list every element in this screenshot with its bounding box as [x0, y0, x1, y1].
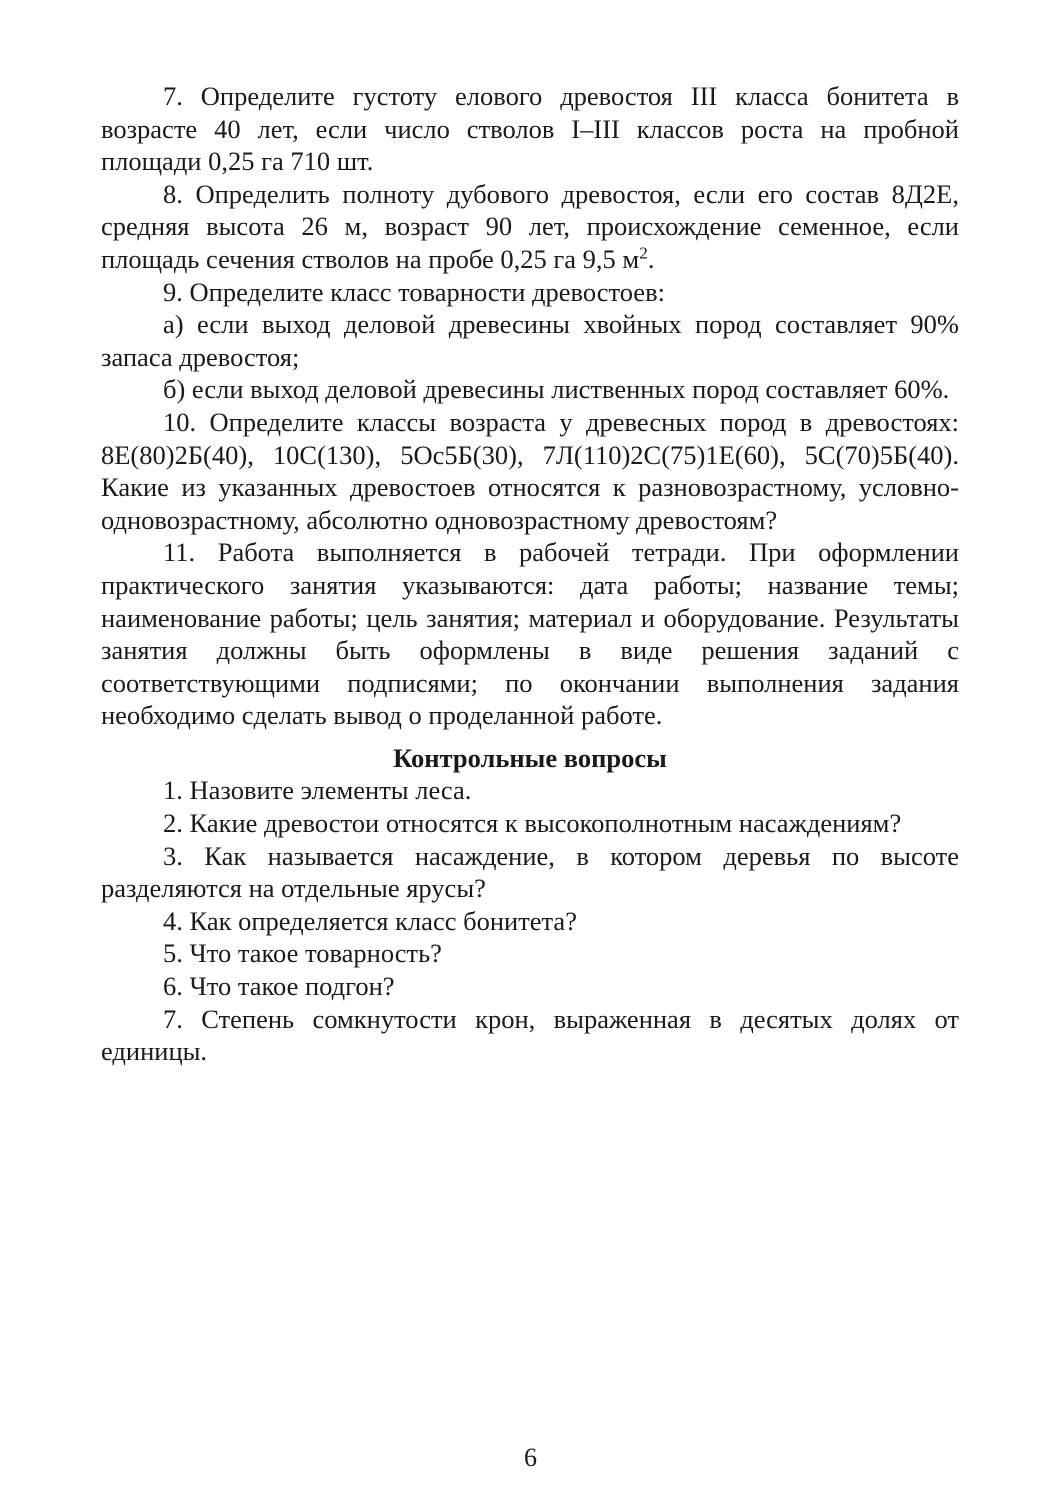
question-2: 2. Какие древостои относятся к высокополнотным насаждениям?: [163, 808, 902, 839]
page-body: [101, 80, 959, 1068]
question-7: 7. Степень сомкнутости крон, выраженная в десятых долях от единицы.: [101, 1003, 959, 1067]
task-10: 10. Определите классы возраста у древесных пород в древостоях: 8Е(80)2Б(40), 10С(130), 5Ос5Б(30), 7Л(110)2С(75)1Е(60), 5С(70)5Б(40). Какие из указанных древостоев относятся к разновозрастному, условно-одновозрастному, абсолютно одновозрастному древостоям?: [101, 406, 959, 535]
question-3: 3. Как называется насаждение, в котором деревья по высоте разделяются на отдельные ярусы?: [101, 840, 959, 904]
task-9-a: а) если выход деловой древесины хвойных пород составляет 90% запаса древостоя;: [101, 309, 959, 372]
task-8-text: 8. Определить полноту дубового древостоя, если его состав 8Д2Е, средняя высота 26 м, возраст 90 лет, происхождение семенное, если площадь сечения стволов на пробе 0,25 га 9,5 м: [101, 178, 959, 274]
question-4: 4. Как определяется класс бонитета?: [163, 905, 577, 936]
task-8: [101, 178, 959, 276]
question-5: 5. Что такое товарность?: [163, 938, 442, 969]
question-1: 1. Назовите элементы леса.: [163, 775, 472, 806]
task-7: 7. Определите густоту елового древостоя III класса бонитета в возрасте 40 лет, если число стволов I–III классов роста на пробной площади 0,25 га 710 шт.: [101, 81, 959, 177]
question-6: 6. Что такое подгон?: [163, 971, 395, 1002]
task-8-superscript: 2: [639, 243, 648, 263]
page-number: 6: [524, 1443, 537, 1472]
task-11: 11. Работа выполняется в рабочей тетради. При оформлении практического занятия указываются: дата работы; название темы; наименование работы; цель занятия; материал и оборудование. Результаты занятия должны быть оформлены в виде решения заданий с соответствующими подписями; по окончании выполнения задания необходимо сделать вывод о проделанной работе.: [101, 537, 959, 731]
task-9-b: б) если выход деловой древесины лиственных пород составляет 60%.: [163, 374, 950, 405]
task-9: 9. Определите класс товарности древостоев:: [163, 276, 665, 307]
section-heading: Контрольные вопросы: [393, 742, 667, 773]
task-8-end: .: [647, 243, 655, 274]
